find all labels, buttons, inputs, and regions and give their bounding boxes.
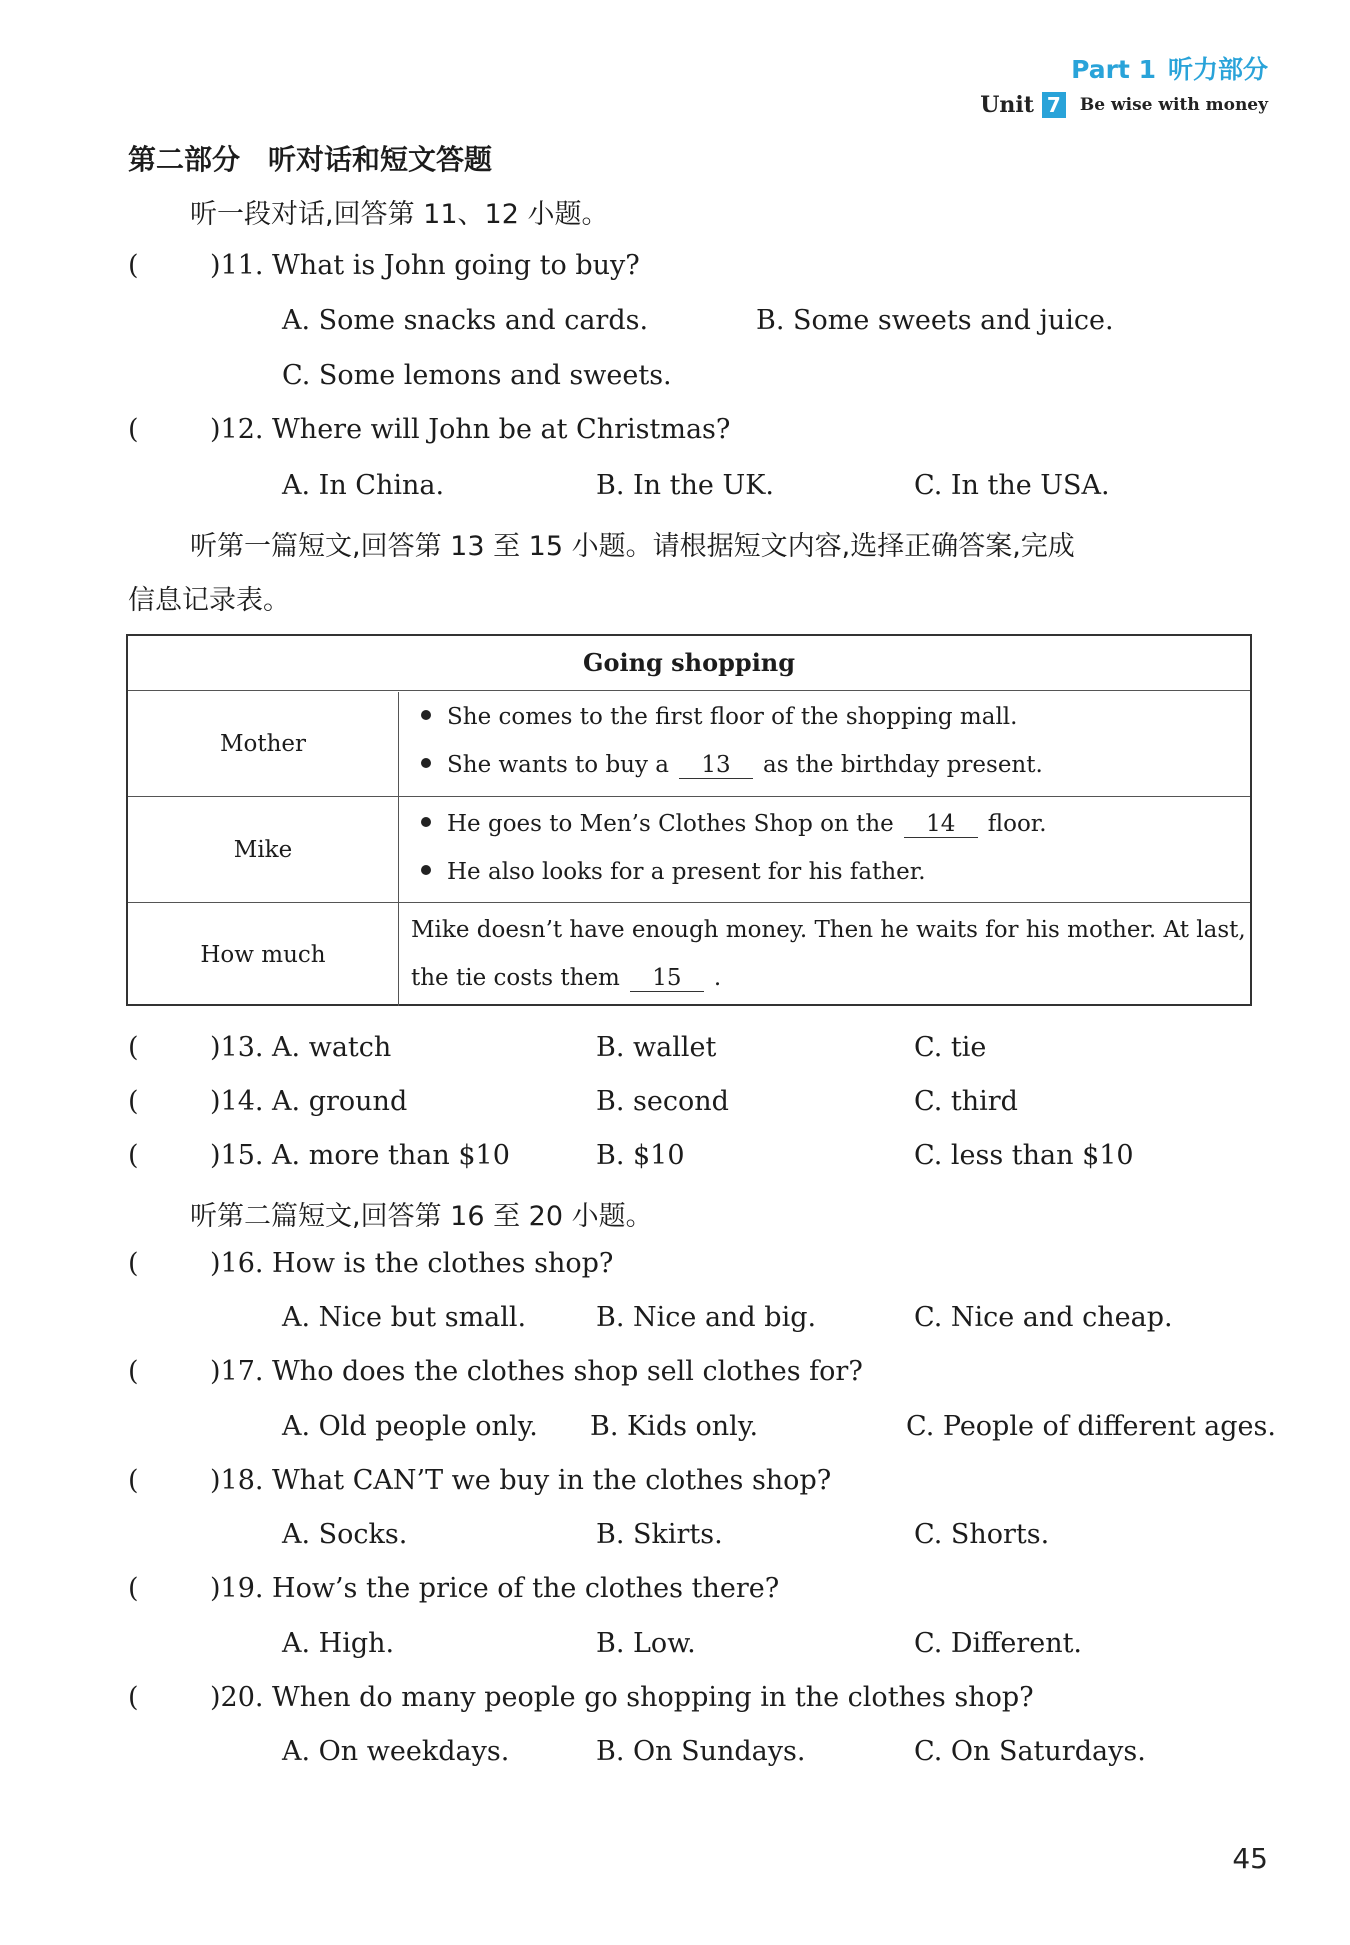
q20-option-b[interactable]: B. On Sundays. xyxy=(596,1736,806,1767)
table-row-how-much xyxy=(128,903,1250,1006)
blank-15[interactable]: 15 xyxy=(630,965,704,992)
q17-option-b[interactable]: B. Kids only. xyxy=(590,1411,759,1442)
instruction-passage-2: 听第二篇短文,回答第 16 至 20 小题。 xyxy=(190,1201,653,1232)
bullet-item xyxy=(421,704,1017,730)
table-title: Going shopping xyxy=(128,636,1250,691)
q20-option-c[interactable]: C. On Saturdays. xyxy=(914,1736,1146,1767)
bullet-item xyxy=(421,859,926,885)
question-18: )18. What CAN’T we buy in the clothes shop? xyxy=(210,1465,832,1496)
info-record-table xyxy=(126,634,1252,1006)
unit-label: Unit xyxy=(980,92,1034,118)
row-content xyxy=(399,797,1250,902)
q17-option-a[interactable]: A. Old people only. xyxy=(282,1411,538,1442)
table-row-mike xyxy=(128,797,1250,903)
question-19: )19. How’s the price of the clothes there? xyxy=(210,1573,780,1604)
bullet-text: He also looks for a present for his father. xyxy=(447,859,926,885)
section-heading: 第二部分 听对话和短文答题 xyxy=(128,143,493,176)
bullet-text: He goes to Men’s Clothes Shop on the xyxy=(447,811,894,837)
q14-option-c[interactable]: C. third xyxy=(914,1086,1018,1117)
q11-option-c[interactable]: C. Some lemons and sweets. xyxy=(282,360,672,391)
answer-paren-q13[interactable]: ( xyxy=(128,1032,139,1063)
part-title: 听力部分 xyxy=(1167,55,1268,84)
row-content xyxy=(399,692,1250,796)
unit-title: Be wise with money xyxy=(1079,95,1268,115)
answer-paren-q19[interactable]: ( xyxy=(128,1573,139,1604)
row-text: Mike doesn’t have enough money. Then he waits for his mother. At last, xyxy=(411,917,1246,943)
blank-14[interactable]: 14 xyxy=(904,811,978,838)
answer-paren-q15[interactable]: ( xyxy=(128,1140,139,1171)
question-12: )12. Where will John be at Christmas? xyxy=(210,414,731,445)
q12-option-c[interactable]: C. In the USA. xyxy=(914,470,1110,501)
question-15[interactable]: )15. A. more than $10 xyxy=(210,1140,510,1171)
question-16: )16. How is the clothes shop? xyxy=(210,1248,614,1279)
row-content xyxy=(399,903,1250,1006)
answer-paren-q18[interactable]: ( xyxy=(128,1465,139,1496)
q12-option-a[interactable]: A. In China. xyxy=(282,470,445,501)
q20-option-a[interactable]: A. On weekdays. xyxy=(282,1736,510,1767)
header-part xyxy=(1071,50,1268,86)
unit-number-badge: 7 xyxy=(1042,92,1066,118)
answer-paren-q17[interactable]: ( xyxy=(128,1356,139,1387)
instruction-passage-1-cont: 信息记录表。 xyxy=(128,585,290,616)
row-label: How much xyxy=(128,903,399,1006)
q13-option-b[interactable]: B. wallet xyxy=(596,1032,717,1063)
answer-paren-q16[interactable]: ( xyxy=(128,1248,139,1279)
bullet-icon xyxy=(421,865,431,875)
q15-option-c[interactable]: C. less than $10 xyxy=(914,1140,1134,1171)
row-text: the tie costs them xyxy=(411,965,620,991)
bullet-item xyxy=(421,811,1047,838)
q18-option-b[interactable]: B. Skirts. xyxy=(596,1519,723,1550)
row-label: Mother xyxy=(128,692,399,796)
bullet-text: She comes to the first floor of the shopping mall. xyxy=(447,704,1018,730)
bullet-text: floor. xyxy=(987,811,1047,837)
q19-option-b[interactable]: B. Low. xyxy=(596,1628,696,1659)
q11-option-a[interactable]: A. Some snacks and cards. xyxy=(282,305,649,336)
q18-option-c[interactable]: C. Shorts. xyxy=(914,1519,1050,1550)
bullet-item xyxy=(421,752,1043,779)
question-11: )11. What is John going to buy? xyxy=(210,250,640,281)
q16-option-c[interactable]: C. Nice and cheap. xyxy=(914,1302,1173,1333)
blank-13[interactable]: 13 xyxy=(679,752,753,779)
question-14[interactable]: )14. A. ground xyxy=(210,1086,408,1117)
instruction-dialogue: 听一段对话,回答第 11、12 小题。 xyxy=(190,199,609,230)
q11-option-b[interactable]: B. Some sweets and juice. xyxy=(756,305,1114,336)
question-17: )17. Who does the clothes shop sell clothes for? xyxy=(210,1356,863,1387)
bullet-text: as the birthday present. xyxy=(763,752,1043,778)
q15-option-b[interactable]: B. $10 xyxy=(596,1140,685,1171)
q16-option-a[interactable]: A. Nice but small. xyxy=(282,1302,527,1333)
question-20: )20. When do many people go shopping in the clothes shop? xyxy=(210,1682,1034,1713)
row-text: . xyxy=(713,965,722,991)
answer-paren-q20[interactable]: ( xyxy=(128,1682,139,1713)
answer-paren-q14[interactable]: ( xyxy=(128,1086,139,1117)
q14-option-b[interactable]: B. second xyxy=(596,1086,729,1117)
table-row-mother xyxy=(128,692,1250,797)
answer-paren-q12[interactable]: ( xyxy=(128,414,139,445)
bullet-text: She wants to buy a xyxy=(447,752,670,778)
q12-option-b[interactable]: B. In the UK. xyxy=(596,470,774,501)
bullet-icon xyxy=(421,758,431,768)
answer-paren-q11[interactable]: ( xyxy=(128,250,139,281)
instruction-passage-1: 听第一篇短文,回答第 13 至 15 小题。请根据短文内容,选择正确答案,完成 xyxy=(190,531,1075,562)
q18-option-a[interactable]: A. Socks. xyxy=(282,1519,408,1550)
bullet-icon xyxy=(421,817,431,827)
q16-option-b[interactable]: B. Nice and big. xyxy=(596,1302,817,1333)
row-text-line-2 xyxy=(411,965,721,992)
part-label: Part 1 xyxy=(1071,55,1156,84)
q17-option-c[interactable]: C. People of different ages. xyxy=(906,1411,1276,1442)
row-label: Mike xyxy=(128,797,399,902)
q19-option-c[interactable]: C. Different. xyxy=(914,1628,1083,1659)
q19-option-a[interactable]: A. High. xyxy=(282,1628,395,1659)
page-number: 45 xyxy=(1232,1842,1268,1875)
q13-option-c[interactable]: C. tie xyxy=(914,1032,987,1063)
header-unit xyxy=(980,92,1268,118)
question-13[interactable]: )13. A. watch xyxy=(210,1032,392,1063)
bullet-icon xyxy=(421,710,431,720)
